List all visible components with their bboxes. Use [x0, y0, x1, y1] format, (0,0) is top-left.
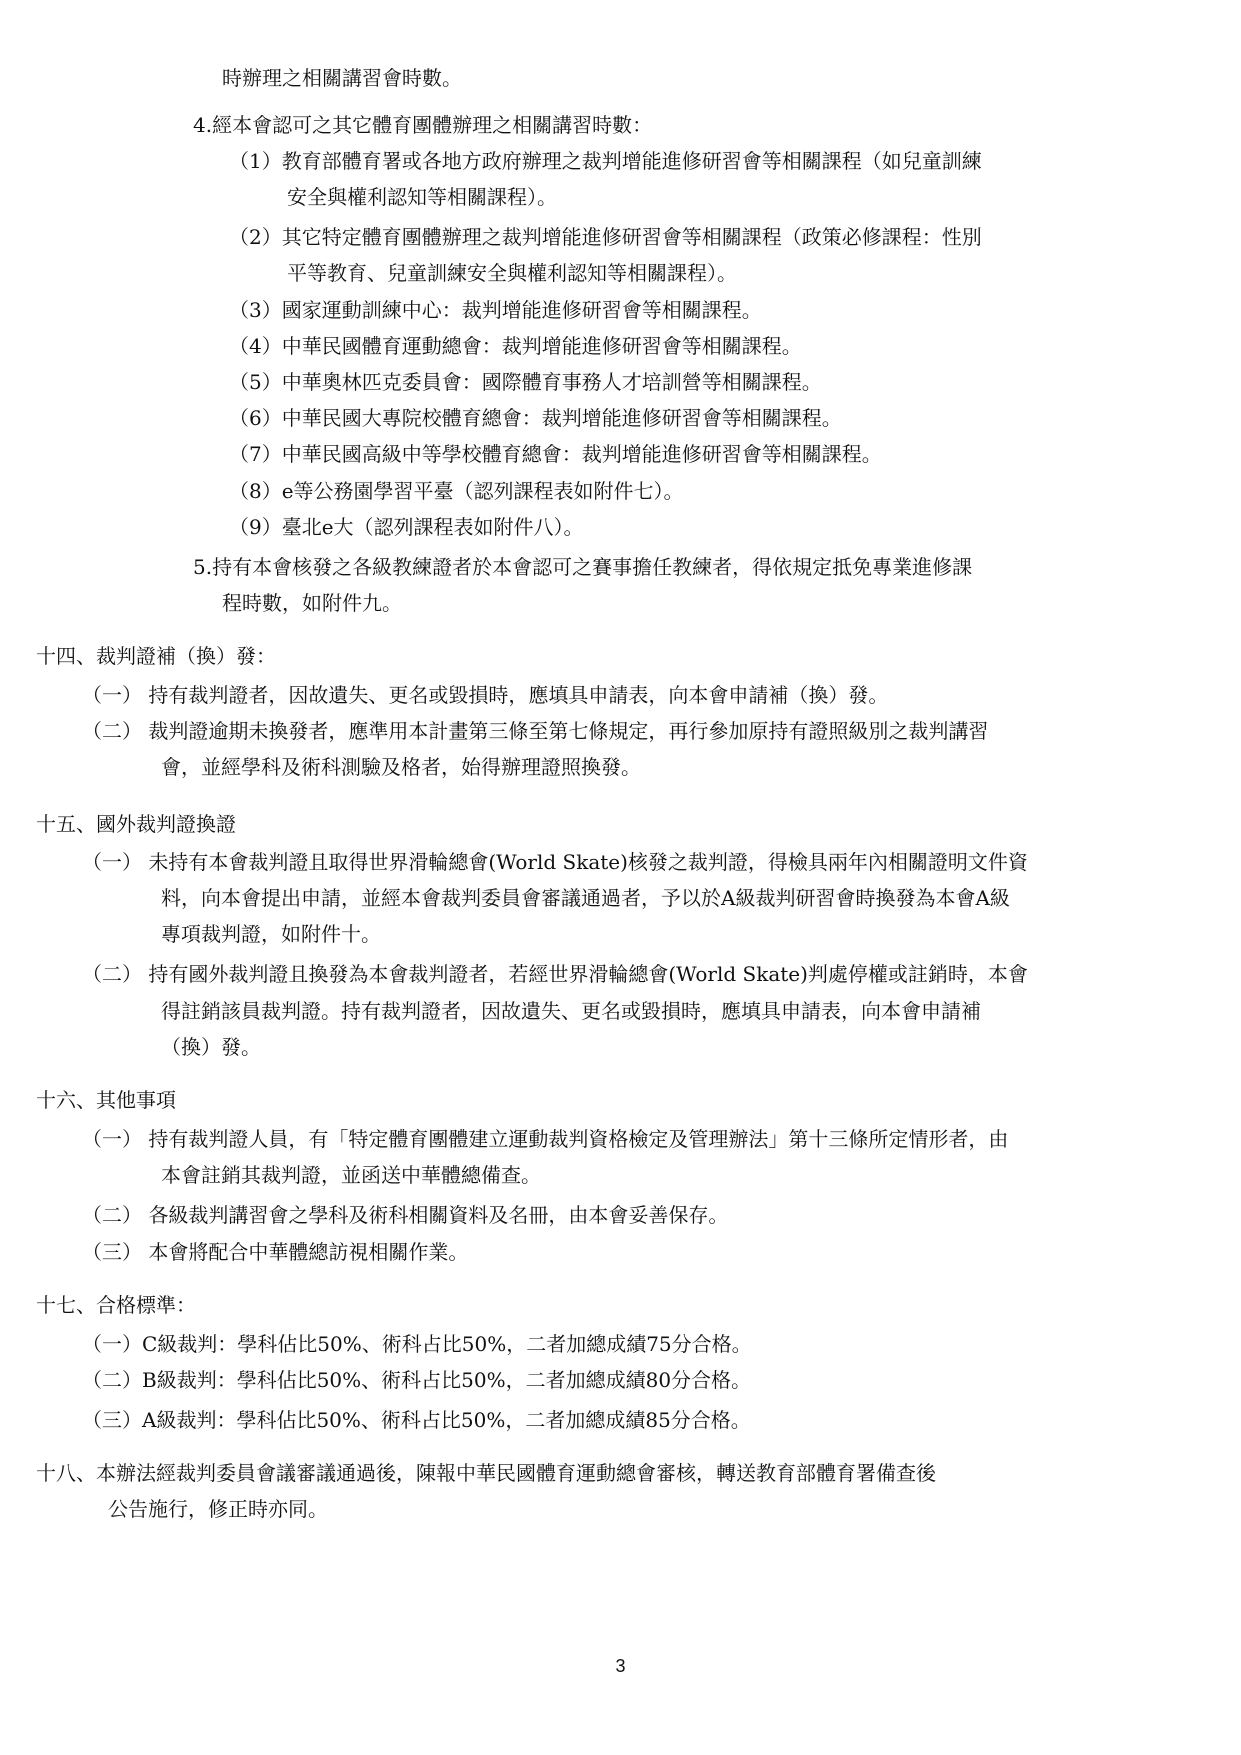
section-17-heading: 十七、合格標準： — [36, 1293, 196, 1317]
sub-item-2: （2）其它特定體育團體辦理之裁判增能進修研習會等相關課程（政策必修課程：性別 — [229, 225, 982, 249]
sub-item-6: （6）中華民國大專院校體育總會：裁判增能進修研習會等相關課程。 — [229, 406, 842, 430]
item-5-cont: 程時數，如附件九。 — [222, 591, 402, 615]
section-15-item-1: （一） 未持有本會裁判證且取得世界滑輪總會(World Skate)核發之裁判證，得檢具兩年內相關證明文件資 — [82, 850, 1028, 874]
sub-item-7: （7）中華民國高級中等學校體育總會：裁判增能進修研習會等相關課程。 — [229, 442, 882, 466]
section-15-heading: 十五、國外裁判證換證 — [36, 812, 236, 836]
sub-item-5: （5）中華奧林匹克委員會：國際體育事務人才培訓營等相關課程。 — [229, 370, 822, 394]
sub-item-8: （8）e等公務園學習平臺（認列課程表如附件七）。 — [229, 479, 684, 503]
section-15-item-2-cont: 得註銷該員裁判證。持有裁判證者，因故遺失、更名或毀損時，應填具申請表，向本會申請補 — [161, 999, 981, 1023]
section-17-item-3: （三）A級裁判：學科佔比50%、術科占比50%，二者加總成績85分合格。 — [82, 1408, 751, 1432]
section-15-item-1-cont: 料，向本會提出申請，並經本會裁判委員會審議通過者，予以於A級裁判研習會時換發為本會A級 — [161, 886, 1010, 910]
section-14-heading: 十四、裁判證補（換）發： — [36, 644, 276, 668]
item-4: 4.經本會認可之其它體育團體辦理之相關講習時數： — [193, 113, 653, 137]
section-16-item-2: （二） 各級裁判講習會之學科及術科相關資料及名冊，由本會妥善保存。 — [82, 1203, 729, 1227]
sub-item-1-cont: 安全與權利認知等相關課程）。 — [287, 185, 557, 209]
section-17-item-2: （二）B級裁判：學科佔比50%、術科占比50%，二者加總成績80分合格。 — [82, 1368, 752, 1392]
sub-item-1: （1）教育部體育署或各地方政府辦理之裁判增能進修研習會等相關課程（如兒童訓練 — [229, 149, 982, 173]
sub-item-9: （9）臺北e大（認列課程表如附件八）。 — [229, 515, 584, 539]
section-14-item-2-cont: 會，並經學科及術科測驗及格者，始得辦理證照換發。 — [161, 755, 641, 779]
sub-item-4: （4）中華民國體育運動總會：裁判增能進修研習會等相關課程。 — [229, 334, 802, 358]
section-15-item-1-cont2: 專項裁判證，如附件十。 — [161, 922, 381, 946]
section-14-item-1: （一） 持有裁判證者，因故遺失、更名或毀損時，應填具申請表，向本會申請補（換）發。 — [82, 683, 889, 707]
page-number: 3 — [615, 1656, 626, 1676]
section-14-item-2: （二） 裁判證逾期未換發者，應準用本計畫第三條至第七條規定，再行參加原持有證照級別之裁判講習 — [82, 719, 989, 743]
section-18-text: 十八、本辦法經裁判委員會議審議通過後，陳報中華民國體育運動總會審核，轉送教育部體育署備查後 — [36, 1461, 936, 1485]
item-5: 5.持有本會核發之各級教練證者於本會認可之賽事擔任教練者，得依規定抵免專業進修課 — [193, 555, 973, 579]
sub-item-3: （3）國家運動訓練中心：裁判增能進修研習會等相關課程。 — [229, 298, 762, 322]
sub-item-2-cont: 平等教育、兒童訓練安全與權利認知等相關課程）。 — [287, 261, 737, 285]
section-16-item-1-cont: 本會註銷其裁判證，並函送中華體總備查。 — [161, 1163, 541, 1187]
section-18-text-cont: 公告施行，修正時亦同。 — [108, 1497, 328, 1521]
section-17-item-1: （一）C級裁判：學科佔比50%、術科占比50%，二者加總成績75分合格。 — [82, 1332, 752, 1356]
section-16-item-3: （三） 本會將配合中華體總訪視相關作業。 — [82, 1240, 469, 1264]
section-16-item-1: （一） 持有裁判證人員，有「特定體育團體建立運動裁判資格檢定及管理辦法」第十三條所定情形者，由 — [82, 1127, 1009, 1151]
section-16-heading: 十六、其他事項 — [36, 1088, 176, 1112]
section-15-item-2: （二） 持有國外裁判證且換發為本會裁判證者，若經世界滑輪總會(World Skate)判處停權或註銷時，本會 — [82, 962, 1028, 986]
section-15-item-2-cont2: （換）發。 — [161, 1035, 261, 1059]
continued-text: 時辦理之相關講習會時數。 — [222, 66, 462, 90]
